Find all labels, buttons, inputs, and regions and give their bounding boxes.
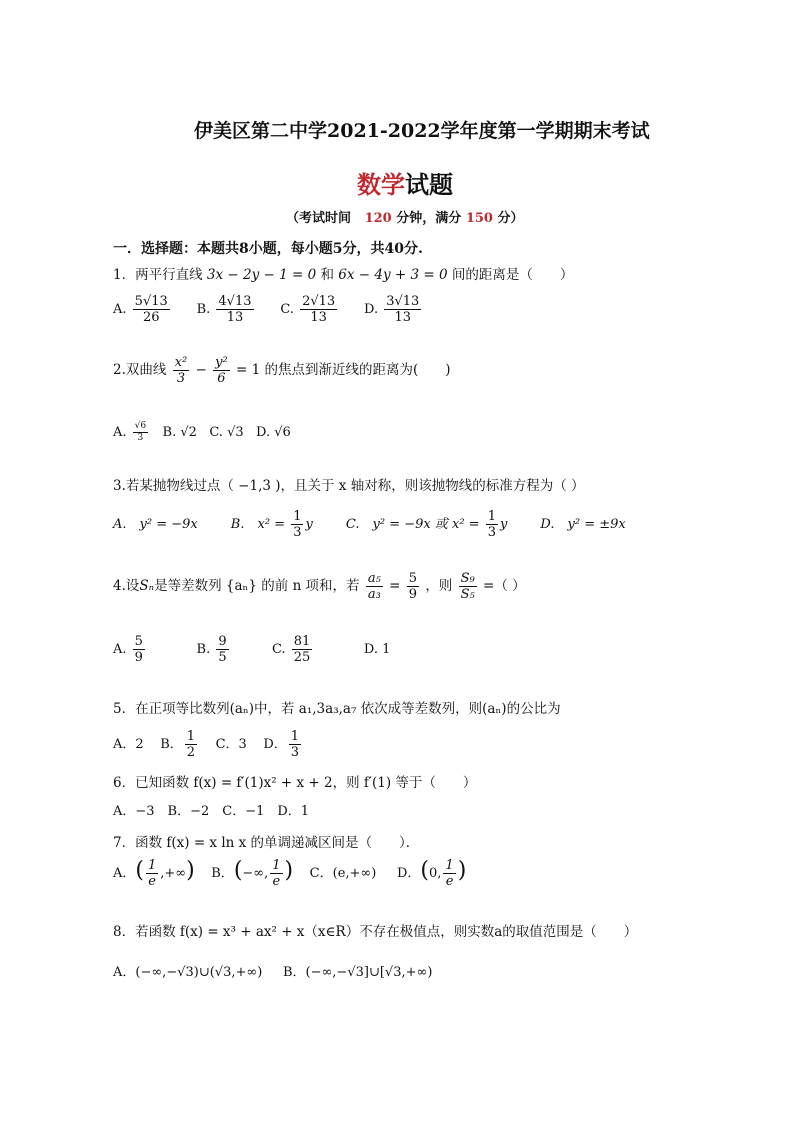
q2-frac-2 bbox=[213, 355, 230, 386]
time-value: 120 bbox=[364, 211, 392, 226]
q1-text-a: 1．两平行直线 bbox=[113, 267, 203, 283]
q2-eq: = 1 bbox=[236, 362, 261, 378]
q1-option-d-frac bbox=[384, 294, 421, 325]
q4-f2-den: 9 bbox=[408, 587, 418, 602]
q3-option-b-pre: B. x² = bbox=[230, 517, 286, 532]
q4-f1-den: a₃ bbox=[367, 587, 381, 602]
q3-option-c-post: y bbox=[500, 517, 508, 532]
q2-f1-den: 3 bbox=[176, 371, 186, 386]
q5-option-a: A．2 bbox=[113, 737, 144, 752]
q4-option-a-label: A. bbox=[113, 642, 127, 657]
subject-black: 试题 bbox=[405, 170, 453, 199]
q7-option-d-label: D． bbox=[396, 866, 421, 881]
q4-frac-2 bbox=[407, 571, 419, 602]
q7-b-num: 1 bbox=[272, 858, 281, 873]
q1-b-den: 13 bbox=[226, 310, 244, 325]
q4-text-c: ，则 bbox=[425, 578, 453, 594]
q5-d-num: 1 bbox=[290, 729, 300, 744]
time-prefix: （考试时间 bbox=[286, 211, 352, 226]
q2-option-a-label: A. bbox=[113, 425, 127, 440]
q2-option-c: C. √3 bbox=[209, 425, 244, 440]
q1-option-b-frac bbox=[216, 294, 253, 325]
q3-b-num: 1 bbox=[293, 509, 302, 524]
section-heading: 一．选择题：本题共8小题，每小题5分，共40分. bbox=[113, 241, 423, 257]
q2-minus: − bbox=[195, 362, 207, 378]
q2-a-num: √6 bbox=[134, 421, 147, 431]
question-7: 7．函数 f(x) = x ln x 的单调递减区间是（ ）． bbox=[113, 835, 420, 851]
q6-options: A．−3 B．−2 C．−1 D．1 bbox=[113, 804, 310, 819]
q1-option-a-label: A. bbox=[113, 302, 127, 317]
q7-d-den: e bbox=[445, 874, 454, 889]
exam-title: 伊美区第二中学2021-2022学年度第一学期期末考试 bbox=[194, 120, 650, 142]
q4-f3-den: S₅ bbox=[460, 587, 475, 602]
q7-option-b-frac bbox=[270, 858, 282, 889]
q4-option-a-frac bbox=[133, 634, 145, 665]
q1-d-den: 13 bbox=[394, 310, 412, 325]
q7-d-num: 1 bbox=[445, 858, 454, 873]
q1-options bbox=[113, 294, 423, 325]
q4-option-c-frac bbox=[292, 634, 313, 665]
q2-frac-1 bbox=[173, 355, 190, 386]
q7-option-b-label: B． bbox=[211, 866, 234, 881]
q5-b-num: 1 bbox=[186, 729, 196, 744]
question-1 bbox=[113, 263, 573, 283]
q1-c-num: 2√13 bbox=[302, 294, 336, 309]
question-5: 5．在正项等比数列(aₙ)中，若 a₁,3a₃,a₇ 依次成等差数列，则(aₙ)的公比为 bbox=[113, 701, 561, 717]
q4-option-d: D. 1 bbox=[363, 642, 391, 657]
q5-option-d-frac bbox=[289, 729, 301, 760]
q1-d-num: 3√13 bbox=[386, 294, 420, 309]
q7-option-c: C．(e,+∞) bbox=[309, 866, 377, 881]
q2-option-b: B. √2 bbox=[162, 425, 197, 440]
q1-option-b-label: B. bbox=[196, 302, 211, 317]
q2-f2-num: y² bbox=[215, 355, 228, 370]
q4-option-b-label: B. bbox=[196, 642, 211, 657]
question-3: 3.若某抛物线过点（ −1,3 )，且关于 x 轴对称，则该抛物线的标准方程为（ ） bbox=[113, 478, 585, 494]
q2-option-a-frac bbox=[133, 421, 148, 444]
q1-option-c-frac bbox=[300, 294, 337, 325]
q3-b-den: 3 bbox=[293, 525, 302, 540]
q8-option-b: B．(−∞,−√3]∪[√3,+∞) bbox=[282, 965, 433, 980]
q3-c-den: 3 bbox=[487, 525, 496, 540]
q4-b-den: 5 bbox=[218, 650, 227, 665]
q4-frac-3 bbox=[459, 571, 477, 602]
q7-b-den: e bbox=[272, 874, 281, 889]
q5-option-b-label: B． bbox=[160, 737, 183, 752]
q5-option-d-label: D． bbox=[263, 737, 287, 752]
q7-a-post: ,+∞ bbox=[160, 866, 187, 881]
q2-option-d: D. √6 bbox=[256, 425, 291, 440]
q1-option-a-frac bbox=[133, 294, 170, 325]
time-suffix: 分） bbox=[497, 211, 524, 226]
q7-option-a-label: A． bbox=[113, 866, 136, 881]
q8-option-a: A．(−∞,−√3)∪(√3,+∞) bbox=[113, 965, 263, 980]
q2-f1-num: x² bbox=[174, 355, 188, 370]
question-4 bbox=[113, 571, 526, 602]
q1-text-c: 间的距离是（ ） bbox=[451, 267, 574, 283]
q4-c-den: 25 bbox=[293, 650, 311, 665]
q2-options bbox=[113, 421, 291, 444]
q7-a-num: 1 bbox=[147, 858, 157, 873]
q4-a-num: 5 bbox=[134, 634, 143, 649]
q1-option-c-label: C. bbox=[280, 302, 294, 317]
q4-option-b-frac bbox=[216, 634, 228, 665]
q7-a-den: e bbox=[148, 874, 156, 889]
q3-c-num: 1 bbox=[487, 509, 496, 524]
q4-text-d: =（ ） bbox=[483, 578, 526, 594]
q7-option-d-frac bbox=[443, 858, 455, 889]
q4-f2-num: 5 bbox=[408, 571, 418, 586]
q2-text-a: 2.双曲线 bbox=[113, 362, 167, 378]
q4-eq: = bbox=[389, 578, 401, 594]
q7-options: A．( $\frac{1}{e}$ ,+∞) B．(−∞, $\frac{1}{e}$ ) C．(e,+∞) D．(0, $\frac{1}{e}$ ) bbox=[113, 858, 467, 889]
q4-c-num: 81 bbox=[293, 634, 311, 649]
q1-c-den: 13 bbox=[310, 310, 327, 325]
question-6: 6．已知函数 f(x) = f′(1)x² + x + 2，则 f′(1) 等于（ ） bbox=[113, 775, 477, 791]
q5-option-b-frac bbox=[185, 729, 197, 760]
time-mid: 分钟，满分 bbox=[396, 211, 462, 226]
q3-option-c-pre: C. y² = −9x 或 x² = bbox=[345, 517, 480, 532]
q7-b-pre: −∞, bbox=[242, 866, 269, 881]
q4-options bbox=[113, 634, 390, 665]
q7-d-pre: 0, bbox=[429, 866, 442, 881]
q5-option-c: C．3 bbox=[215, 737, 247, 752]
q2-a-den: 3 bbox=[137, 433, 144, 443]
q1-a-num: 5√13 bbox=[134, 294, 168, 309]
q4-frac-1 bbox=[366, 571, 383, 602]
q3-option-b-frac bbox=[291, 509, 303, 540]
q5-options bbox=[113, 729, 303, 760]
q1-option-d-label: D. bbox=[363, 302, 379, 317]
q7-option-a-frac bbox=[146, 858, 158, 889]
q4-a-den: 9 bbox=[134, 650, 143, 665]
question-2 bbox=[113, 355, 451, 386]
q3-option-d: D. y² = ±9x bbox=[540, 517, 626, 532]
q4-f1-num: a₅ bbox=[367, 571, 381, 586]
q4-f3-num: S₉ bbox=[460, 571, 475, 586]
q3-option-b-post: y bbox=[305, 517, 313, 532]
q2-text-b: 的焦点到渐近线的距离为( ) bbox=[264, 362, 451, 378]
question-8: 8．若函数 f(x) = x³ + ax² + x（x∈R）不存在极值点，则实数a的取值范围是（ ） bbox=[113, 924, 638, 940]
q5-d-den: 3 bbox=[290, 745, 300, 760]
q2-f2-den: 6 bbox=[217, 371, 226, 386]
q5-b-den: 2 bbox=[186, 745, 196, 760]
q4-option-c-label: C. bbox=[271, 642, 286, 657]
q1-a-den: 26 bbox=[142, 310, 160, 325]
q1-b-num: 4√13 bbox=[218, 294, 252, 309]
q3-option-a: A. y² = −9x bbox=[113, 517, 198, 532]
subject-red: 数学 bbox=[357, 170, 405, 199]
q4-text-a: 4.设 bbox=[113, 578, 140, 594]
q3-option-c-frac bbox=[486, 509, 498, 540]
q4-b-num: 9 bbox=[218, 634, 227, 649]
exam-time-line bbox=[286, 207, 524, 226]
q1-eq2: 6x − 4y + 3 = 0 bbox=[338, 267, 448, 283]
q1-eq1: 3x − 2y − 1 = 0 bbox=[206, 267, 317, 283]
q3-options bbox=[113, 509, 626, 540]
q4-text-b: 是等差数列 {aₙ} 的前 n 项和，若 bbox=[154, 578, 360, 594]
score-value: 150 bbox=[465, 211, 493, 226]
q1-text-b: 和 bbox=[320, 267, 334, 283]
q8-options bbox=[113, 961, 432, 980]
subject-heading bbox=[357, 165, 453, 200]
q4-sn: Sₙ bbox=[139, 578, 155, 594]
